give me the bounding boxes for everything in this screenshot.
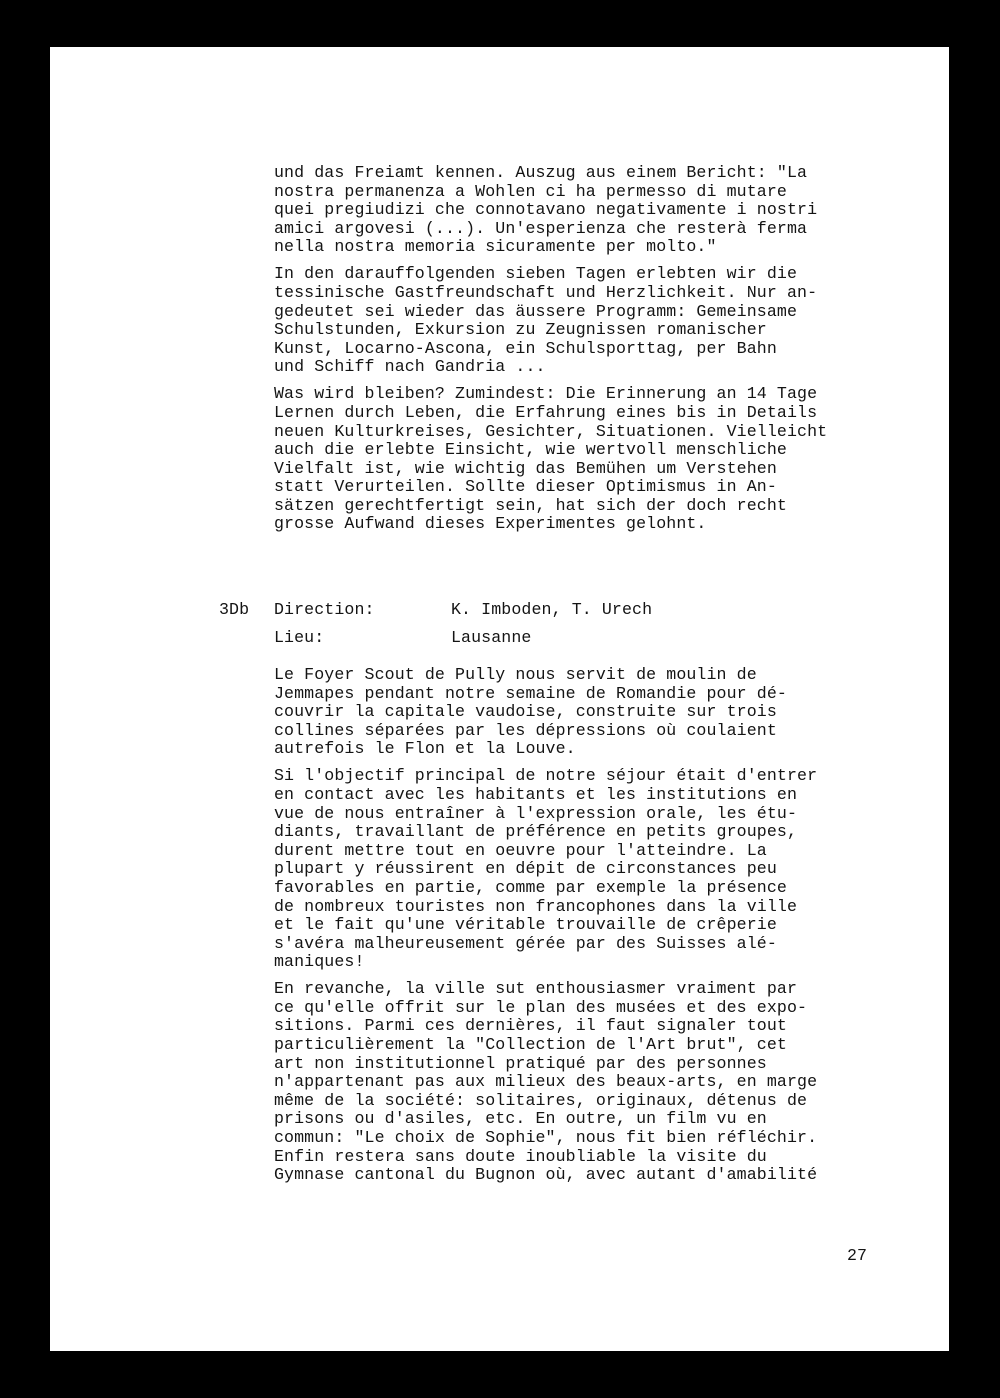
document-page xyxy=(50,47,949,1351)
text-line: en contact avec les habitants et les institutions en xyxy=(274,784,798,804)
text-block-french xyxy=(274,666,894,1193)
text-line: de nombreux touristes non francophones dans la ville xyxy=(274,896,798,916)
text-line: diants, travaillant de préférence en petits groupes, xyxy=(274,822,798,842)
text-line: tessinische Gastfreundschaft und Herzlichkeit. Nur an- xyxy=(274,282,818,302)
text-line: collines séparées par les dépressions où coulaient xyxy=(274,720,777,740)
text-line: ce qu'elle offrit sur le plan des musées et des expo- xyxy=(274,997,808,1017)
direction-label: Direction: xyxy=(274,600,375,619)
text-line: favorables en partie, comme par exemple la présence xyxy=(274,877,787,897)
text-line: art non institutionnel pratiqué par des personnes xyxy=(274,1053,767,1073)
text-line: amici argovesi (...). Un'esperienza che resterà ferma xyxy=(274,218,808,238)
text-line: nella nostra memoria sicuramente per molto." xyxy=(274,237,717,257)
text-line: Was wird bleiben? Zumindest: Die Erinnerung an 14 Tage xyxy=(274,384,818,404)
text-line: n'appartenant pas aux milieux des beaux-arts, en marge xyxy=(274,1072,818,1092)
text-line: vue de nous entraîner à l'expression orale, les étu- xyxy=(274,803,798,823)
text-block-german xyxy=(274,164,894,542)
text-line: grosse Aufwand dieses Experimentes gelohnt. xyxy=(274,514,707,534)
text-line: s'avéra malheureusement gérée par des Suisses alé- xyxy=(274,933,777,953)
text-line: auch die erlebte Einsicht, wie wertvoll menschliche xyxy=(274,440,787,460)
text-line: neuen Kulturkreises, Gesichter, Situationen. Vielleicht xyxy=(274,421,828,441)
paragraph xyxy=(274,164,894,257)
text-line: Jemmapes pendant notre semaine de Romandie pour dé- xyxy=(274,683,787,703)
text-line: En revanche, la ville sut enthousiasmer vraiment par xyxy=(274,979,798,999)
paragraph xyxy=(274,767,894,972)
text-line: sitions. Parmi ces dernières, il faut signaler tout xyxy=(274,1016,787,1036)
text-line: maniques! xyxy=(274,952,365,972)
text-line: und das Freiamt kennen. Auszug aus einem Bericht: "La xyxy=(274,163,808,182)
text-line: prisons ou d'asiles, etc. En outre, un film vu en xyxy=(274,1109,767,1129)
text-line: quei pregiudizi che connotavano negativamente i nostri xyxy=(274,200,818,220)
text-line: durent mettre tout en oeuvre pour l'atteindre. La xyxy=(274,840,767,860)
text-line: Si l'objectif principal de notre séjour était d'entrer xyxy=(274,766,818,786)
text-line: couvrir la capitale vaudoise, construite sur trois xyxy=(274,702,777,722)
paragraph xyxy=(274,265,894,377)
lieu-value: Lausanne xyxy=(451,628,532,647)
text-line: plupart y réussirent en dépit de circonstances peu xyxy=(274,859,777,879)
paragraph xyxy=(274,385,894,534)
text-line: und Schiff nach Gandria ... xyxy=(274,357,546,377)
text-line: gedeutet sei wieder das äussere Programm: Gemeinsame xyxy=(274,301,798,321)
paragraph xyxy=(274,980,894,1185)
text-line: statt Verurteilen. Sollte dieser Optimismus in An- xyxy=(274,477,777,497)
text-line: Le Foyer Scout de Pully nous servit de moulin de xyxy=(274,665,757,684)
text-line: et le fait qu'une véritable trouvaille de crêperie xyxy=(274,915,777,935)
text-line: sätzen gerechtfertigt sein, hat sich der doch recht xyxy=(274,495,787,515)
text-line: In den darauffolgenden sieben Tagen erlebten wir die xyxy=(274,264,798,284)
text-line: Vielfalt ist, wie wichtig das Bemühen um Verstehen xyxy=(274,458,777,478)
text-line: nostra permanenza a Wohlen ci ha permesso di mutare xyxy=(274,181,787,201)
page-number: 27 xyxy=(847,1246,868,1265)
text-line: Lernen durch Leben, die Erfahrung eines bis in Details xyxy=(274,402,818,422)
paragraph xyxy=(274,666,894,759)
text-line: particulièrement la "Collection de l'Art brut", cet xyxy=(274,1035,787,1055)
lieu-label: Lieu: xyxy=(274,628,325,647)
text-line: autrefois le Flon et la Louve. xyxy=(274,739,576,759)
text-line: Schulstunden, Exkursion zu Zeugnissen romanischer xyxy=(274,320,767,340)
section-label: 3Db xyxy=(219,600,250,619)
text-line: commun: "Le choix de Sophie", nous fit bien réfléchir. xyxy=(274,1128,818,1148)
text-line: Kunst, Locarno-Ascona, ein Schulsporttag, per Bahn xyxy=(274,338,777,358)
direction-value: K. Imboden, T. Urech xyxy=(451,600,653,619)
text-line: même de la société: solitaires, originaux, détenus de xyxy=(274,1090,808,1110)
text-line: Enfin restera sans doute inoubliable la visite du xyxy=(274,1146,767,1166)
text-line: Gymnase cantonal du Bugnon où, avec autant d'amabilité xyxy=(274,1165,818,1185)
